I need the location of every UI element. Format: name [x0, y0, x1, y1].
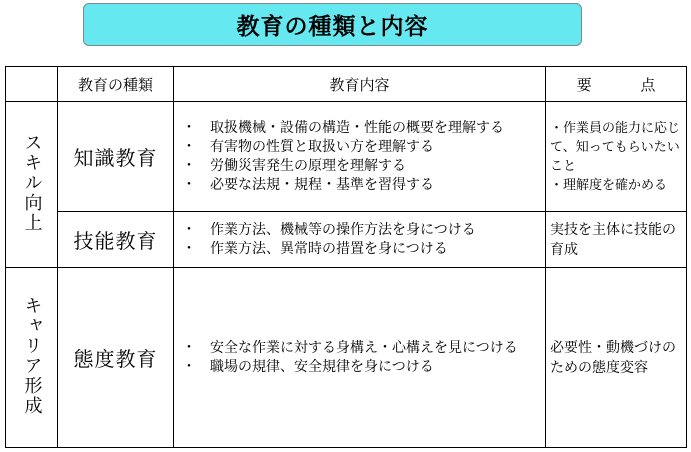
education-table: [5, 66, 687, 448]
list-item: [178, 138, 539, 157]
list-item-text: 職場の規律、安全規律を身につける: [210, 358, 434, 375]
list-item-text: 安全な作業に対する身構え・心構えを見につける: [210, 339, 518, 356]
type-knowledge: 知識教育: [58, 102, 174, 212]
type-skills: 技能教育: [58, 212, 174, 268]
points-knowledge: [546, 102, 687, 212]
list-item-text: 労働災害発生の原理を理解する: [210, 157, 406, 174]
list-item: [178, 176, 539, 195]
header-points: 要 点: [546, 67, 687, 102]
content-attitude: [174, 268, 546, 448]
bullet-mark: ・: [182, 157, 196, 174]
header-content: 教育内容: [174, 67, 546, 102]
category-career-cell: [6, 268, 58, 448]
bullet-mark: ・: [182, 176, 196, 193]
list-item: [178, 240, 539, 259]
bullet-mark: ・: [182, 240, 196, 257]
list-item: [178, 339, 539, 358]
content-skills: [174, 212, 546, 268]
bullet-mark: ・: [182, 221, 196, 238]
points-skills: 実技を主体に技能の育成: [546, 212, 687, 268]
type-attitude: 態度教育: [58, 268, 174, 448]
table-row-knowledge: [6, 102, 687, 212]
list-item-text: 必要な法規・規程・基準を習得する: [210, 176, 434, 193]
bullet-mark: ・: [182, 358, 196, 375]
table-row-attitude: [6, 268, 687, 448]
category-career-label: キャリア形成: [21, 295, 43, 416]
header-type: 教育の種類: [58, 67, 174, 102]
points-knowledge-text: ・作業員の能力に応じて、知ってもらいたいこと ・理解度を確かめる: [550, 120, 681, 193]
category-skill-label: スキル向上: [21, 132, 43, 233]
bullet-mark: ・: [182, 339, 196, 356]
title-banner: [83, 3, 582, 46]
list-item: [178, 119, 539, 138]
list-item-text: 有害物の性質と取扱い方を理解する: [210, 138, 434, 155]
content-knowledge: [174, 102, 546, 212]
table-header-row: [6, 67, 687, 102]
header-corner-cell: [6, 67, 58, 102]
table-row-skills: [6, 212, 687, 268]
page-title: 教育の種類と内容: [236, 14, 429, 40]
list-item: [178, 221, 539, 240]
bullet-mark: ・: [182, 138, 196, 155]
points-attitude: 必要性・動機づけのための態度変容: [546, 268, 687, 448]
list-item-text: 作業方法、異常時の措置を身につける: [210, 240, 448, 257]
list-item-text: 作業方法、機械等の操作方法を身につける: [210, 221, 476, 238]
category-skill-cell: [6, 102, 58, 268]
list-item-text: 取扱機械・設備の構造・性能の概要を理解する: [210, 119, 504, 136]
bullet-mark: ・: [182, 119, 196, 136]
list-item: [178, 157, 539, 176]
list-item: [178, 358, 539, 377]
